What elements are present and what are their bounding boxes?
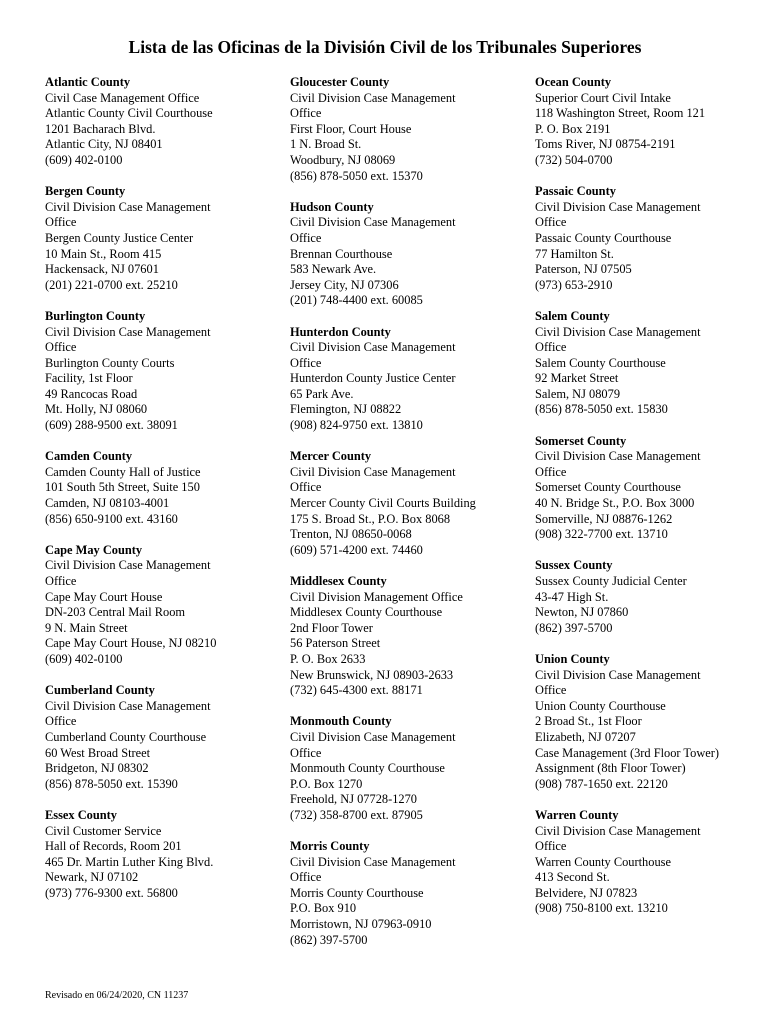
county-office-entry bbox=[535, 808, 770, 917]
office-detail-line: Elizabeth, NJ 07207 bbox=[535, 729, 636, 744]
office-detail-line: Civil Division Case Management bbox=[535, 823, 701, 838]
office-detail-line: 60 West Broad Street bbox=[45, 745, 151, 760]
county-name: Cape May County bbox=[45, 542, 143, 557]
office-detail-line: 9 N. Main Street bbox=[45, 620, 128, 635]
office-detail-line: Civil Case Management Office bbox=[45, 90, 200, 105]
office-detail-line: 1 N. Broad St. bbox=[290, 137, 362, 152]
county-office-entry bbox=[535, 558, 770, 636]
office-detail-line: (908) 824-9750 ext. 13810 bbox=[290, 418, 423, 433]
office-detail-line: Freehold, NJ 07728-1270 bbox=[290, 792, 417, 807]
office-detail-line: (732) 504-0700 bbox=[535, 152, 613, 167]
office-detail-line: Civil Division Case Management bbox=[535, 199, 701, 214]
county-office-entry bbox=[535, 652, 770, 792]
office-detail-line: Sussex County Judicial Center bbox=[535, 574, 687, 588]
office-detail-line: 10 Main St., Room 415 bbox=[45, 246, 162, 261]
office-detail-line: Morristown, NJ 07963-0910 bbox=[290, 917, 432, 932]
office-detail-line: 413 Second St. bbox=[535, 870, 610, 885]
county-name: Camden County bbox=[45, 449, 133, 464]
office-detail-line: 40 N. Bridge St., P.O. Box 3000 bbox=[535, 496, 695, 511]
office-detail-line: Superior Court Civil Intake bbox=[535, 90, 671, 105]
office-detail-line: Union County Courthouse bbox=[535, 698, 666, 713]
office-detail-line: Office bbox=[290, 106, 322, 121]
county-name: Hunterdon County bbox=[290, 324, 391, 339]
county-name: Monmouth County bbox=[290, 714, 392, 729]
office-detail-line: Office bbox=[45, 215, 77, 230]
office-detail-line: Bergen County Justice Center bbox=[45, 230, 194, 245]
office-detail-line: Newark, NJ 07102 bbox=[45, 870, 139, 885]
county-office-entry bbox=[45, 808, 281, 902]
county-office-entry bbox=[45, 449, 281, 527]
office-detail-line: Cumberland County Courthouse bbox=[45, 729, 207, 744]
office-detail-line: 118 Washington Street, Room 121 bbox=[535, 106, 706, 121]
office-detail-line: First Floor, Court House bbox=[290, 121, 412, 136]
office-detail-line: (732) 358-8700 ext. 87905 bbox=[290, 807, 423, 822]
county-name: Union County bbox=[535, 651, 610, 666]
office-detail-line: (856) 878-5050 ext. 15370 bbox=[290, 168, 423, 183]
county-name: Morris County bbox=[290, 839, 370, 854]
county-name: Warren County bbox=[535, 807, 619, 822]
county-name: Burlington County bbox=[45, 308, 146, 323]
county-name: Passaic County bbox=[535, 184, 616, 199]
office-detail-line: Civil Division Case Management bbox=[535, 449, 701, 464]
office-detail-line: Case Management (3rd Floor Tower) bbox=[535, 745, 720, 760]
office-detail-line: Civil Division Case Management bbox=[290, 729, 456, 744]
office-detail-line: Warren County Courthouse bbox=[535, 854, 671, 869]
county-office-entry bbox=[535, 309, 770, 418]
office-detail-line: Cape May Court House, NJ 08210 bbox=[45, 636, 217, 651]
county-name: Bergen County bbox=[45, 184, 126, 199]
office-detail-line: Civil Division Case Management bbox=[45, 558, 211, 573]
county-office-entry bbox=[290, 839, 526, 948]
office-detail-line: Atlantic City, NJ 08401 bbox=[45, 137, 163, 152]
county-office-entry bbox=[290, 325, 526, 434]
office-detail-line: Somerset County Courthouse bbox=[535, 480, 681, 495]
office-detail-line: (609) 402-0100 bbox=[45, 152, 123, 167]
office-detail-line: Mercer County Civil Courts Building bbox=[290, 496, 476, 511]
office-detail-line: 43-47 High St. bbox=[535, 589, 609, 604]
revision-footer: Revisado en 06/24/2020, CN 11237 bbox=[45, 990, 189, 1001]
office-detail-line: Burlington County Courts bbox=[45, 355, 175, 370]
office-detail-line: (201) 748-4400 ext. 60085 bbox=[290, 293, 423, 308]
office-detail-line: Passaic County Courthouse bbox=[535, 230, 672, 245]
office-detail-line: Civil Division Case Management bbox=[290, 340, 456, 355]
office-detail-line: Hackensack, NJ 07601 bbox=[45, 262, 159, 277]
county-office-entry bbox=[535, 184, 770, 293]
office-detail-line: Jersey City, NJ 07306 bbox=[290, 277, 399, 292]
county-office-entry bbox=[45, 683, 281, 792]
office-detail-line: 101 South 5th Street, Suite 150 bbox=[45, 480, 200, 495]
office-detail-line: Civil Division Case Management bbox=[45, 199, 211, 214]
county-office-entry bbox=[290, 574, 526, 699]
office-detail-line: Office bbox=[535, 683, 567, 698]
office-detail-line: 583 Newark Ave. bbox=[290, 262, 377, 277]
office-detail-line: Assignment (8th Floor Tower) bbox=[535, 761, 686, 776]
office-detail-line: Civil Division Case Management bbox=[45, 324, 211, 339]
page-title: Lista de las Oficinas de la División Civil de los Tribunales Superiores bbox=[128, 37, 642, 57]
office-detail-line: Morris County Courthouse bbox=[290, 885, 424, 900]
office-detail-line: (973) 653-2910 bbox=[535, 277, 613, 292]
county-office-entry bbox=[535, 434, 770, 543]
office-detail-line: Atlantic County Civil Courthouse bbox=[45, 106, 213, 121]
office-detail-line: P. O. Box 2191 bbox=[535, 121, 611, 136]
county-name: Atlantic County bbox=[45, 75, 131, 89]
office-detail-line: Office bbox=[535, 464, 567, 479]
office-detail-line: (609) 288-9500 ext. 38091 bbox=[45, 418, 178, 433]
county-office-entry bbox=[45, 309, 281, 434]
office-detail-line: Monmouth County Courthouse bbox=[290, 761, 445, 776]
office-detail-line: 175 S. Broad St., P.O. Box 8068 bbox=[290, 511, 451, 526]
office-detail-line: Office bbox=[290, 745, 322, 760]
office-detail-line: DN-203 Central Mail Room bbox=[45, 605, 186, 620]
office-detail-line: (908) 322-7700 ext. 13710 bbox=[535, 527, 668, 542]
office-detail-line: P.O. Box 1270 bbox=[290, 776, 363, 791]
office-detail-line: (908) 787-1650 ext. 22120 bbox=[535, 776, 668, 791]
county-office-entry bbox=[45, 75, 281, 169]
office-detail-line: Civil Division Case Management bbox=[45, 698, 211, 713]
office-column-2 bbox=[290, 75, 526, 964]
office-detail-line: 2nd Floor Tower bbox=[290, 620, 373, 635]
office-detail-line: Woodbury, NJ 08069 bbox=[290, 152, 396, 167]
office-detail-line: Camden County Hall of Justice bbox=[45, 464, 201, 479]
office-detail-line: (732) 645-4300 ext. 88171 bbox=[290, 683, 423, 698]
county-office-entry bbox=[535, 75, 770, 169]
office-detail-line: (856) 650-9100 ext. 43160 bbox=[45, 511, 178, 526]
office-detail-line: P. O. Box 2633 bbox=[290, 651, 366, 666]
office-detail-line: Office bbox=[535, 340, 567, 355]
county-name: Middlesex County bbox=[290, 574, 387, 588]
office-detail-line: Office bbox=[45, 714, 77, 729]
county-name: Mercer County bbox=[290, 449, 372, 464]
office-column-1 bbox=[45, 75, 281, 917]
office-detail-line: Brennan Courthouse bbox=[290, 246, 393, 261]
office-detail-line: Civil Customer Service bbox=[45, 823, 162, 838]
office-detail-line: Office bbox=[290, 480, 322, 495]
office-detail-line: Office bbox=[535, 839, 567, 854]
county-office-entry bbox=[290, 449, 526, 558]
office-detail-line: 1201 Bacharach Blvd. bbox=[45, 121, 156, 136]
office-detail-line: Office bbox=[45, 340, 77, 355]
office-detail-line: Civil Division Case Management bbox=[290, 854, 456, 869]
office-detail-line: Camden, NJ 08103-4001 bbox=[45, 496, 170, 511]
office-detail-line: (973) 776-9300 ext. 56800 bbox=[45, 885, 178, 900]
office-detail-line: Paterson, NJ 07505 bbox=[535, 262, 632, 277]
office-column-3 bbox=[535, 75, 770, 933]
county-name: Sussex County bbox=[535, 558, 613, 573]
office-detail-line: Hunterdon County Justice Center bbox=[290, 371, 456, 386]
office-detail-line: Office bbox=[535, 215, 567, 230]
office-detail-line: Flemington, NJ 08822 bbox=[290, 402, 402, 417]
office-detail-line: (856) 878-5050 ext. 15390 bbox=[45, 776, 178, 791]
county-office-entry bbox=[290, 714, 526, 823]
office-detail-line: (908) 750-8100 ext. 13210 bbox=[535, 901, 668, 916]
office-detail-line: 56 Paterson Street bbox=[290, 636, 381, 651]
office-detail-line: (609) 571-4200 ext. 74460 bbox=[290, 542, 423, 557]
county-name: Essex County bbox=[45, 807, 117, 822]
county-name: Somerset County bbox=[535, 433, 627, 448]
office-detail-line: Cape May Court House bbox=[45, 589, 163, 604]
county-office-entry bbox=[290, 200, 526, 309]
county-name: Hudson County bbox=[290, 199, 374, 214]
office-detail-line: (856) 878-5050 ext. 15830 bbox=[535, 402, 668, 417]
county-name: Salem County bbox=[535, 308, 610, 323]
office-detail-line: Facility, 1st Floor bbox=[45, 371, 133, 386]
county-name: Cumberland County bbox=[45, 683, 155, 698]
county-name: Ocean County bbox=[535, 75, 612, 89]
office-detail-line: Office bbox=[290, 870, 322, 885]
office-detail-line: Belvidere, NJ 07823 bbox=[535, 885, 638, 900]
office-detail-line: Mt. Holly, NJ 08060 bbox=[45, 402, 148, 417]
office-detail-line: Civil Division Case Management bbox=[535, 324, 701, 339]
office-detail-line: Civil Division Case Management bbox=[290, 464, 456, 479]
office-detail-line: Salem, NJ 08079 bbox=[535, 386, 621, 401]
office-detail-line: Toms River, NJ 08754-2191 bbox=[535, 137, 676, 152]
county-office-entry bbox=[290, 75, 526, 184]
office-detail-line: 92 Market Street bbox=[535, 371, 619, 386]
office-detail-line: Bridgeton, NJ 08302 bbox=[45, 761, 149, 776]
office-detail-line: Somerville, NJ 08876-1262 bbox=[535, 511, 673, 526]
office-detail-line: Office bbox=[290, 355, 322, 370]
county-office-entry bbox=[45, 184, 281, 293]
office-detail-line: Civil Division Management Office bbox=[290, 589, 463, 604]
office-detail-line: P.O. Box 910 bbox=[290, 901, 357, 916]
office-detail-line: Office bbox=[45, 574, 77, 588]
office-detail-line: Hall of Records, Room 201 bbox=[45, 839, 182, 854]
office-detail-line: 49 Rancocas Road bbox=[45, 386, 138, 401]
office-detail-line: 77 Hamilton St. bbox=[535, 246, 614, 261]
county-office-entry bbox=[45, 543, 281, 668]
office-detail-line: New Brunswick, NJ 08903-2633 bbox=[290, 667, 454, 682]
office-detail-line: Civil Division Case Management bbox=[290, 90, 456, 105]
office-detail-line: (862) 397-5700 bbox=[535, 620, 613, 635]
office-detail-line: Office bbox=[290, 230, 322, 245]
office-detail-line: (862) 397-5700 bbox=[290, 932, 368, 947]
county-name: Gloucester County bbox=[290, 75, 390, 89]
office-detail-line: Civil Division Case Management bbox=[290, 215, 456, 230]
office-detail-line: Salem County Courthouse bbox=[535, 355, 666, 370]
office-detail-line: Trenton, NJ 08650-0068 bbox=[290, 527, 412, 542]
office-detail-line: (609) 402-0100 bbox=[45, 651, 123, 666]
office-detail-line: Middlesex County Courthouse bbox=[290, 605, 443, 620]
office-detail-line: Civil Division Case Management bbox=[535, 667, 701, 682]
office-detail-line: 65 Park Ave. bbox=[290, 386, 354, 401]
office-detail-line: 465 Dr. Martin Luther King Blvd. bbox=[45, 854, 214, 869]
office-detail-line: 2 Broad St., 1st Floor bbox=[535, 714, 642, 729]
office-detail-line: (201) 221-0700 ext. 25210 bbox=[45, 277, 178, 292]
office-detail-line: Newton, NJ 07860 bbox=[535, 605, 629, 620]
